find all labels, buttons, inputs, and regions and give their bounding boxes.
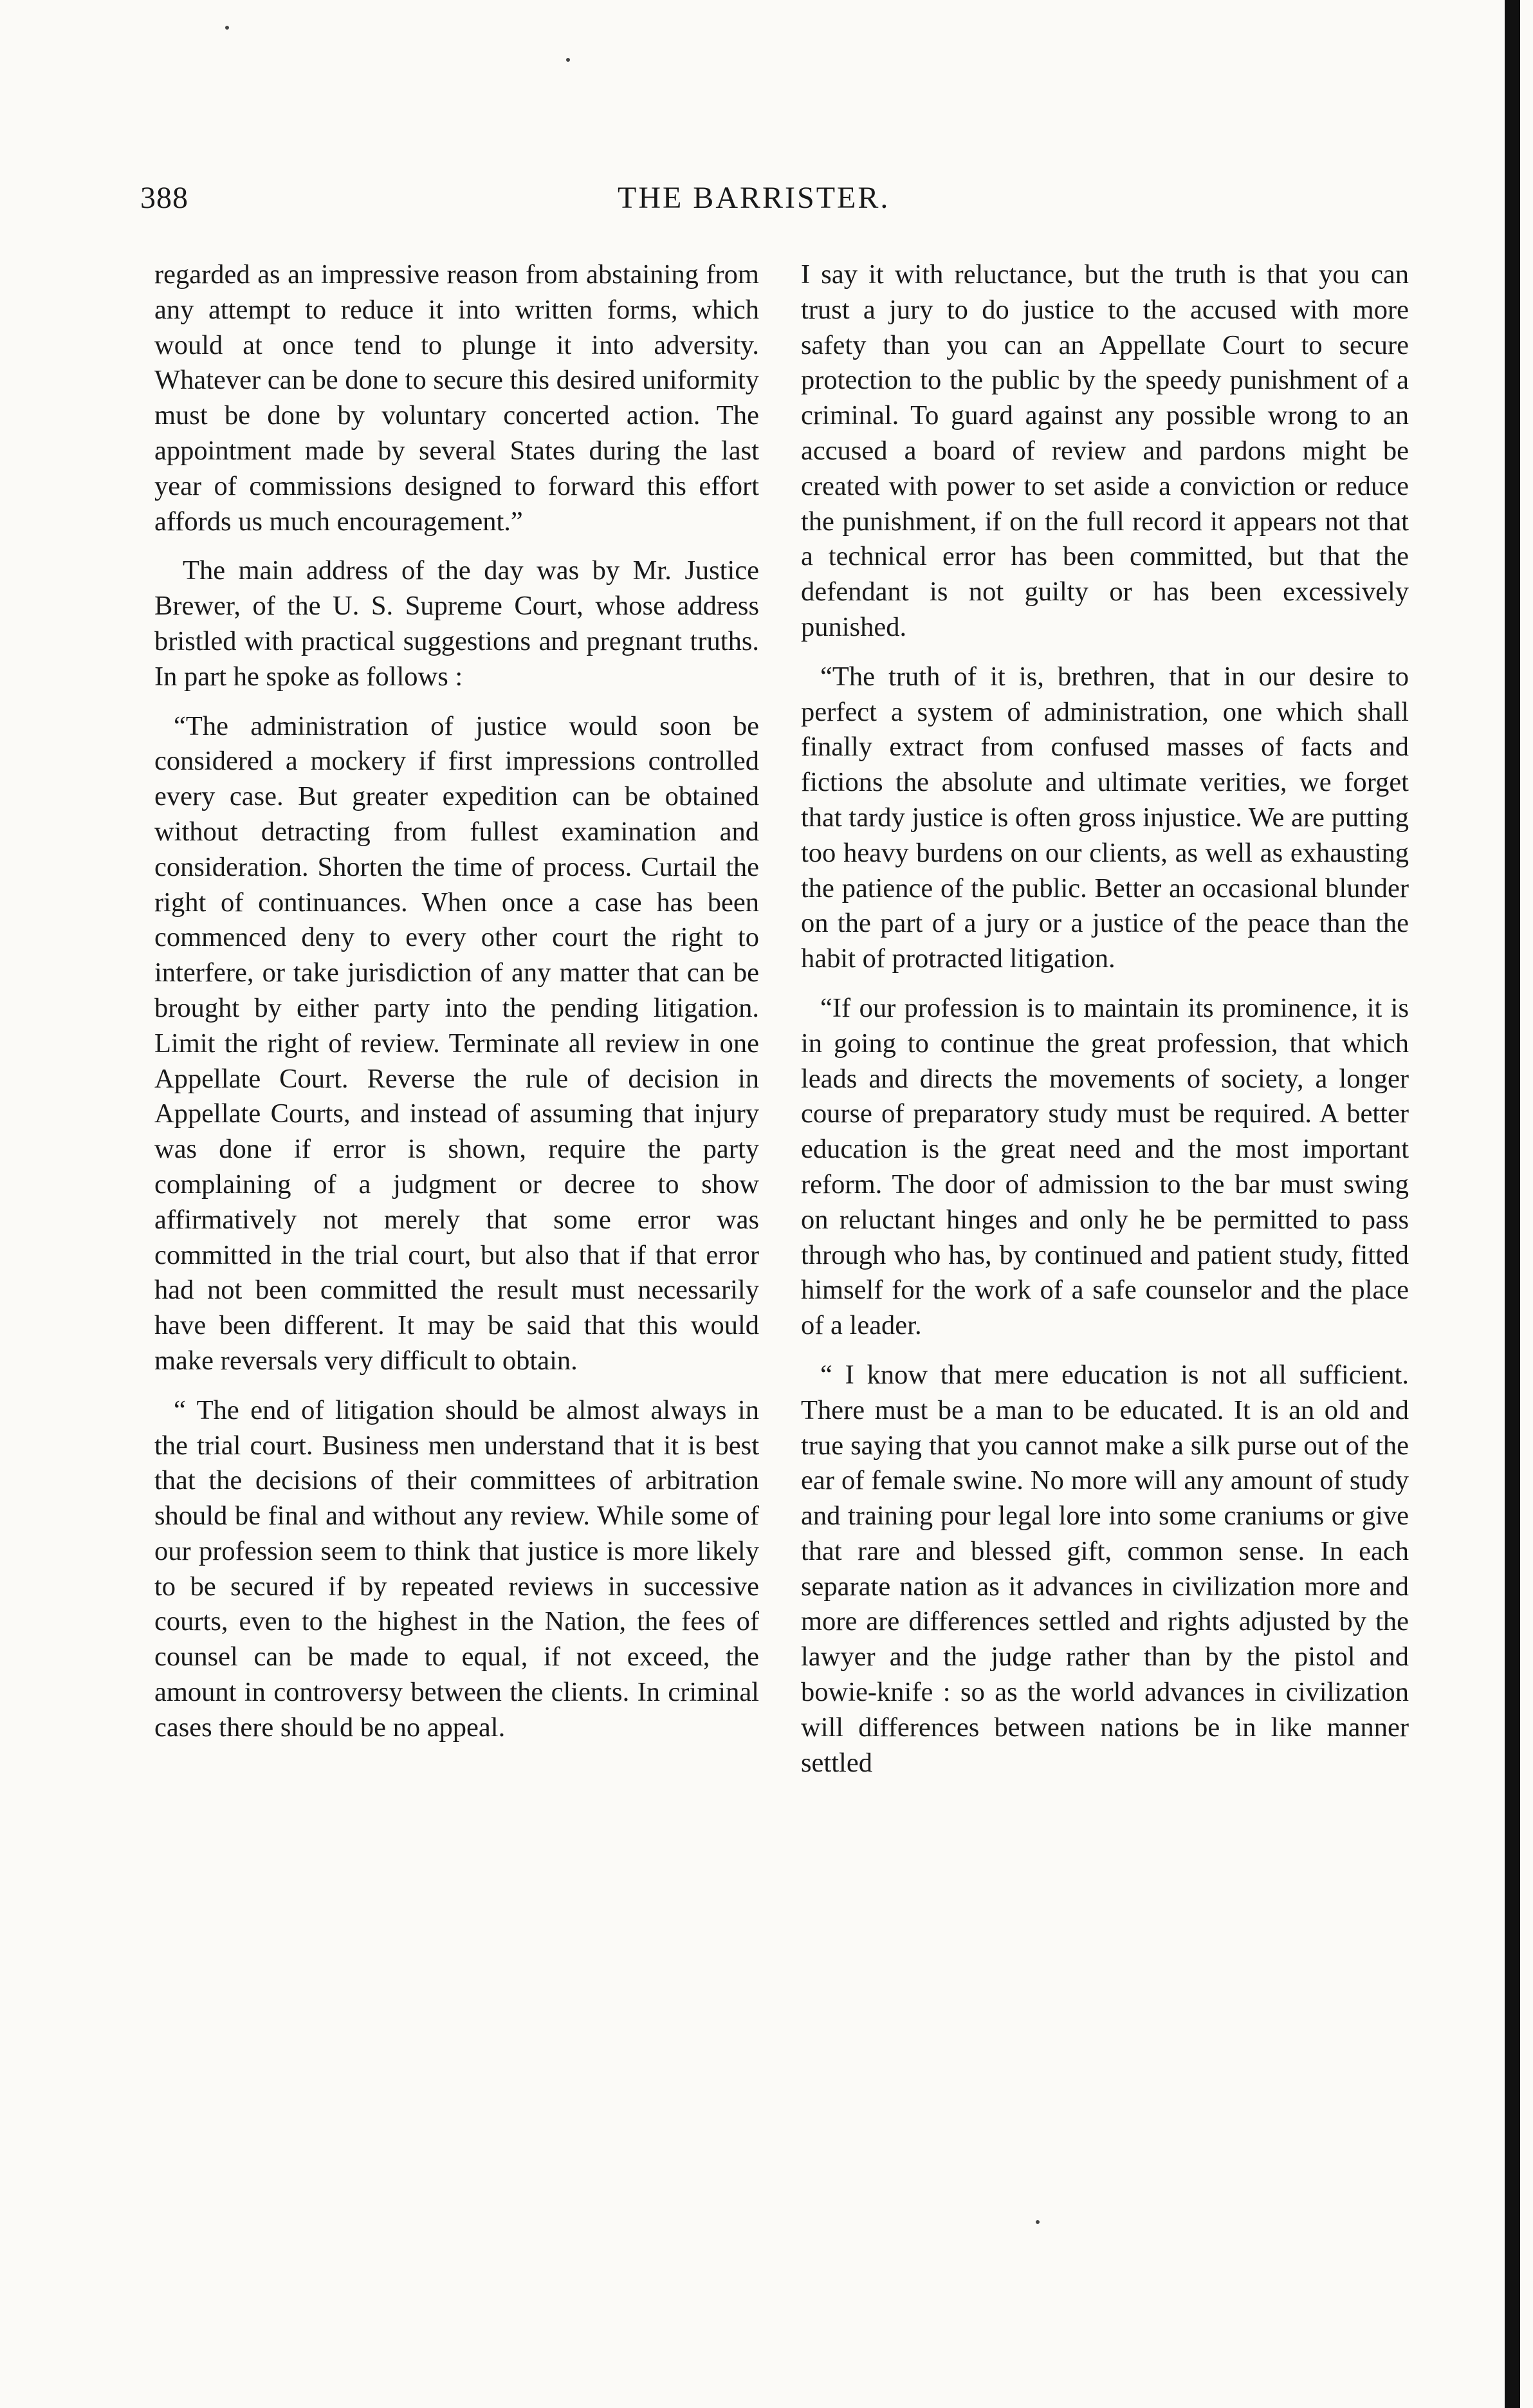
print-speck [1036,2220,1040,2224]
page-edge-binding [1505,0,1520,2408]
print-speck [225,26,229,30]
paragraph: “ The end of litigation should be almost always in the trial court. Business men understand that it is best that the decisions of their committees of arbitration should be final and without any review. While some of our profession seem to think that justice is more likely to be secured if by repeated reviews in successive courts, even to the highest in the Nation, the fees of counsel can be made to equal, if not exceed, the amount in controversy between the clients. In criminal cases there should be no appeal. [154,1394,759,1743]
paragraph: “ I know that mere education is not all sufficient. There must be a man to be educated. It is an old and true saying that you cannot make a silk purse out of the ear of female swine. No more will any amount of study and training pour legal lore into some craniums or give that rare and blessed gift, common sense. In each separate nation as it advances in civilization more and more are differences settled and rights adjusted by the lawyer and the judge rather than by the pistol and bowie-knife : so as the world advances in civilization will differences between nations be in like manner settled [801,1359,1409,1778]
page-number: 388 [140,181,188,215]
paragraph: “The administration of justice would soon be considered a mockery if first impressions controlled every case. But greater expedition can be obtained without detracting from fullest examination and consideration. Shorten the time of process. Curtail the right of continuances. When once a case has been commenced deny to every other court the right to interfere, or take jurisdiction of any matter that can be brought by either party into the pending litigation. Limit the right of review. Terminate all review in one Appellate Court. Reverse the rule of decision in Appellate Courts, and instead of assuming that injury was done if error is shown, require the party complaining of a judgment or decree to show affirmatively not merely that some error was committed in the trial court, but also that if that error had not been committed the result must necessarily have been different. It may be said that this would make reversals very difficult to obtain. [154,710,759,1376]
paragraph: regarded as an impressive reason from abstaining from any attempt to reduce it into written forms, which would at once tend to plunge it into adversity. Whatever can be done to secure this desired uniformity must be done by voluntary concerted action. The appointment made by several States during the last year of commissions designed to forward this effort affords us much encouragement.” [154,259,759,537]
paragraph: “If our profession is to maintain its prominence, it is in going to continue the great profession, that which leads and directs the movements of society, a longer course of preparatory study must be required. A better education is the great need and the most important reform. The door of admission to the bar must swing on reluctant hinges and only he be permitted to pass through who has, by continued and patient study, fitted himself for the work of a safe counselor and the place of a leader. [801,992,1409,1341]
paragraph: The main address of the day was by Mr. Justice Brewer, of the U. S. Supreme Court, whose address bristled with practical suggestions and pregnant truths. In part he spoke as follows : [154,555,759,692]
print-speck [566,58,570,62]
paragraph: I say it with reluctance, but the truth is that you can trust a jury to do justice to the accused with more safety than you can an Appellate Court to secure protection to the public by the speedy punishment of a criminal. To guard against any possible wrong to an accused a board of review and pardons might be created with power to set aside a conviction or reduce the punishment, if on the full record it appears not that a technical error has been committed, but that the defendant is not guilty or has been excessively punished. [801,259,1409,642]
left-column [154,257,759,1746]
paragraph: “The truth of it is, brethren, that in our desire to perfect a system of administration, one which shall finally extract from confused masses of facts and fictions the absolute and ultimate verities, we forget that tardy justice is often gross injustice. We are putting too heavy burdens on our clients, as well as exhausting the patience of the public. Better an occasional blunder on the part of a jury or a justice of the peace than the habit of protracted litigation. [801,661,1409,974]
right-column [801,257,1409,1781]
running-title: THE BARRISTER. [618,181,890,215]
